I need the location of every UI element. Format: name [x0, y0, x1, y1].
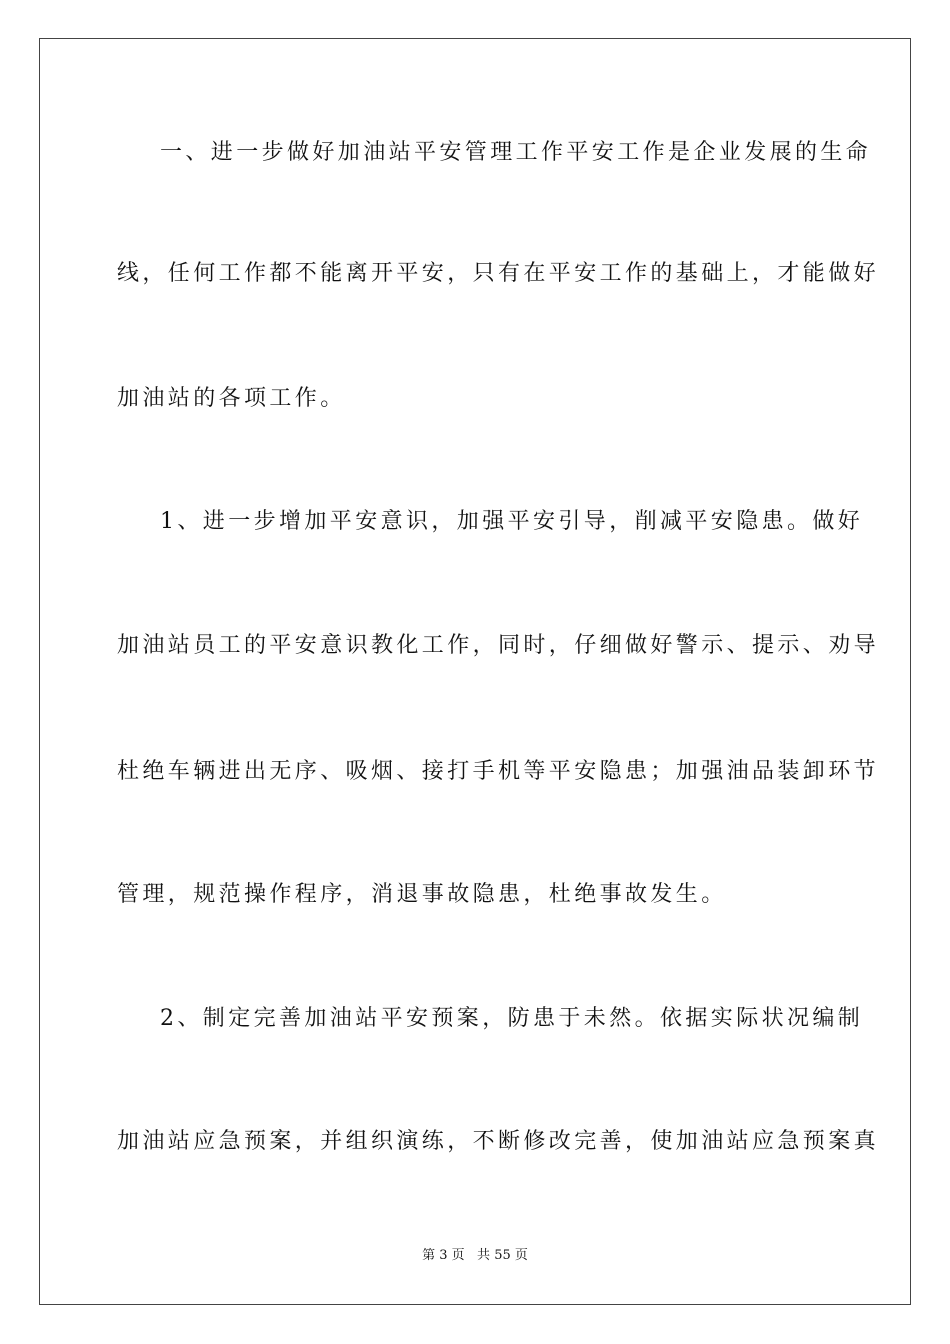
paragraph-line-3: 加油站的各项工作。 [117, 386, 346, 411]
paragraph-line-2: 线，任何工作都不能离开平安，只有在平安工作的基础上，才能做好 [117, 261, 880, 286]
paragraph-line-8: 2、制定完善加油站平安预案，防患于未然。依据实际状况编制 [160, 1006, 864, 1031]
paragraph-line-5: 加油站员工的平安意识教化工作，同时，仔细做好警示、提示、劝导 [117, 633, 880, 658]
paragraph-line-1: 一、进一步做好加油站平安管理工作平安工作是企业发展的生命 [160, 140, 872, 165]
paragraph-line-4: 1、进一步增加平安意识，加强平安引导，削减平安隐患。做好 [160, 509, 864, 534]
paragraph-line-7: 管理，规范操作程序，消退事故隐患，杜绝事故发生。 [117, 882, 727, 907]
page-frame [39, 38, 911, 1305]
paragraph-line-9: 加油站应急预案，并组织演练，不断修改完善，使加油站应急预案真 [117, 1129, 880, 1154]
paragraph-line-6: 杜绝车辆进出无序、吸烟、接打手机等平安隐患；加强油品装卸环节 [117, 759, 880, 784]
page-number-footer: 第 3 页 共 55 页 [422, 1248, 528, 1263]
